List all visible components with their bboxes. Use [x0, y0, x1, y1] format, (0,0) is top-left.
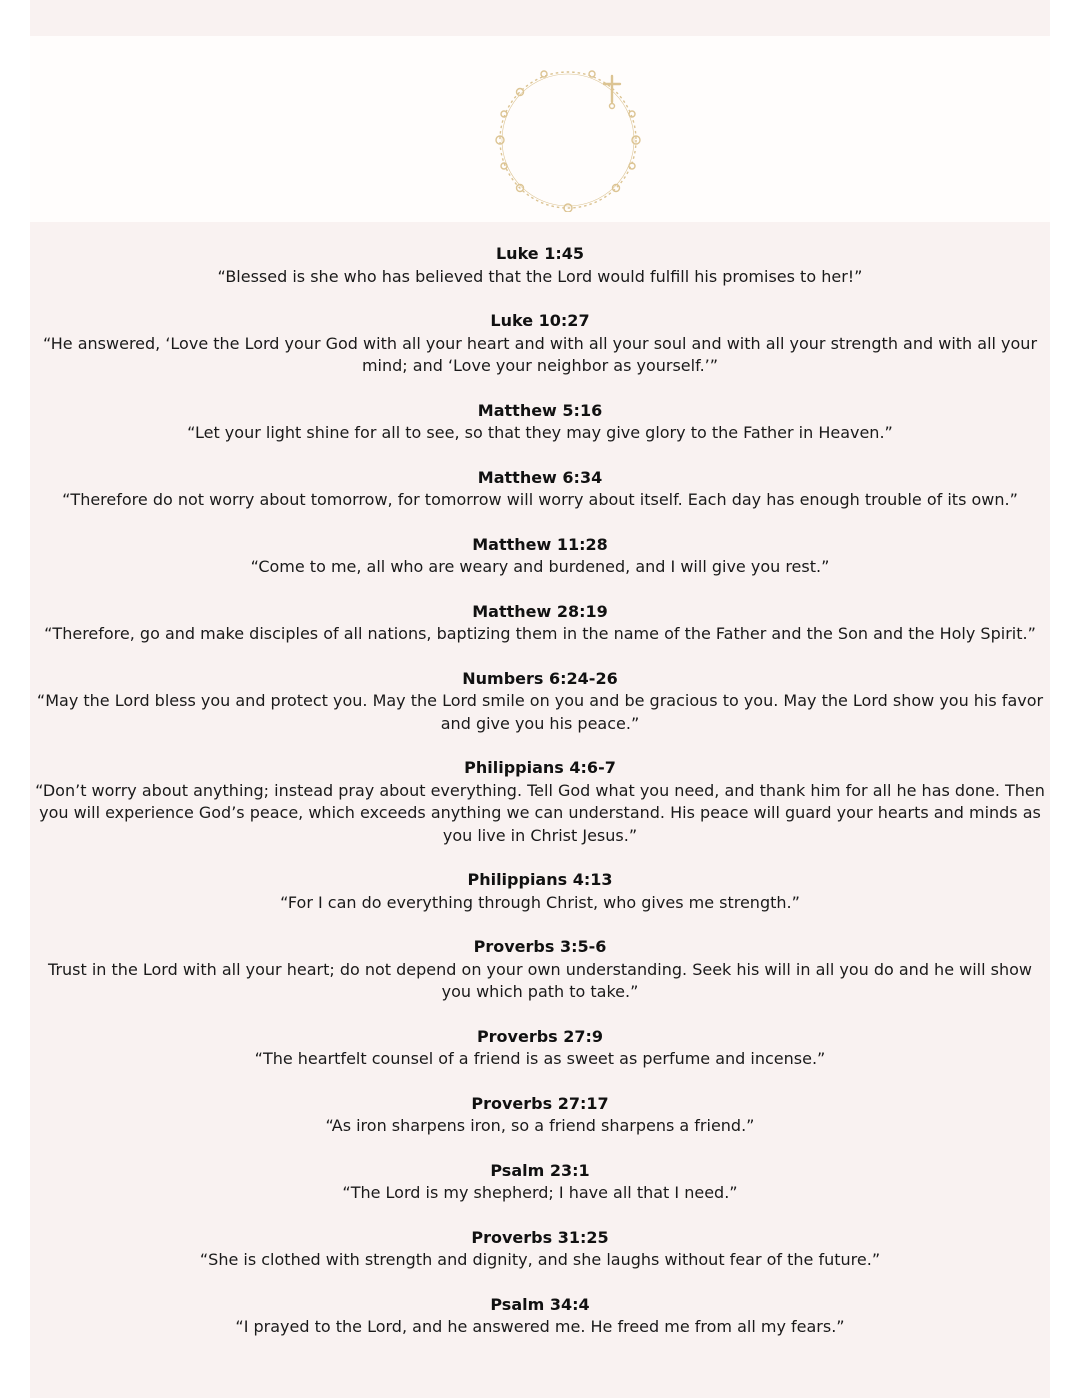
- verse-text: “Don’t worry about anything; instead pray about everything. Tell God what you need, and thank him for all he has done. Then you will experience God’s peace, which exceeds anything we can understand. His peace will guard your hearts and minds as you live in Christ Jesus.”: [35, 780, 1045, 845]
- verse-reference: Matthew 5:16: [477, 400, 603, 420]
- verse-text: “May the Lord bless you and protect you. May the Lord smile on you and be gracious to you. May the Lord show you his favor and give you his peace.”: [36, 691, 1044, 733]
- verse-item: [30, 400, 1050, 445]
- verse-reference: Proverbs 31:25: [471, 1227, 609, 1247]
- verse-reference: Psalm 23:1: [490, 1160, 590, 1180]
- verse-item: [30, 1160, 1050, 1205]
- verse-reference: Proverbs 27:9: [476, 1026, 604, 1046]
- verse-item: [30, 757, 1050, 847]
- verse-reference: Matthew 28:19: [472, 601, 608, 621]
- verse-reference: Luke 1:45: [495, 244, 584, 263]
- verse-reference: Luke 10:27: [490, 311, 590, 330]
- verse-text: “Let your light shine for all to see, so that they may give glory to the Father in Heaven.”: [187, 423, 893, 442]
- verse-text: “The heartfelt counsel of a friend is as sweet as perfume and incense.”: [254, 1049, 826, 1068]
- verse-item: [30, 534, 1050, 579]
- in-loving-faith-logo: [486, 62, 654, 212]
- verse-text: “As iron sharpens iron, so a friend sharpens a friend.”: [325, 1116, 755, 1135]
- verse-item: [30, 1026, 1050, 1071]
- verse-item: [30, 467, 1050, 512]
- verse-item: [30, 1294, 1050, 1339]
- verse-text: “I prayed to the Lord, and he answered me. He freed me from all my fears.”: [235, 1317, 845, 1336]
- verse-reference: Philippians 4:6-7: [464, 758, 616, 777]
- verse-reference: Numbers 6:24-26: [462, 668, 618, 688]
- verse-item: [30, 668, 1050, 736]
- verse-text: “Therefore do not worry about tomorrow, for tomorrow will worry about itself. Each day has enough trouble of its own.”: [62, 490, 1018, 509]
- verse-text: “She is clothed with strength and dignity, and she laughs without fear of the future.”: [199, 1250, 881, 1269]
- logo-header: [30, 36, 1050, 222]
- verse-reference: Proverbs 27:17: [471, 1093, 609, 1113]
- verse-item: [30, 243, 1050, 288]
- verse-reference: Philippians 4:13: [467, 870, 613, 889]
- rosary-cross-icon: [486, 62, 654, 212]
- verse-item: [30, 601, 1050, 646]
- verse-item: [30, 310, 1050, 378]
- verse-reference: Proverbs 3:5-6: [473, 937, 607, 956]
- verse-reference: Matthew 6:34: [477, 467, 603, 487]
- verse-reference: Psalm 34:4: [490, 1294, 590, 1314]
- verse-text: “Therefore, go and make disciples of all nations, baptizing them in the name of the Father and the Son and the Holy Spirit.”: [44, 624, 1036, 643]
- verse-list: [30, 222, 1050, 1339]
- verse-item: [30, 936, 1050, 1004]
- verse-text: “The Lord is my shepherd; I have all that I need.”: [342, 1183, 738, 1202]
- top-band: [30, 0, 1050, 36]
- verse-text: “He answered, ‘Love the Lord your God with all your heart and with all your soul and with all your strength and with all your mind; and ‘Love your neighbor as yourself.’”: [42, 333, 1038, 375]
- verse-text: Trust in the Lord with all your heart; do not depend on your own understanding. Seek his will in all you do and he will show you which path to take.”: [48, 959, 1032, 1001]
- verse-text: “For I can do everything through Christ, who gives me strength.”: [280, 892, 800, 912]
- verse-list-section: [30, 222, 1050, 1398]
- verse-item: [30, 1227, 1050, 1272]
- verse-item: [30, 1093, 1050, 1138]
- verse-item: [30, 869, 1050, 914]
- verse-text: “Blessed is she who has believed that the Lord would fulfill his promises to her!”: [217, 266, 863, 286]
- verse-reference: Matthew 11:28: [472, 534, 608, 554]
- verse-text: “Come to me, all who are weary and burdened, and I will give you rest.”: [250, 557, 830, 576]
